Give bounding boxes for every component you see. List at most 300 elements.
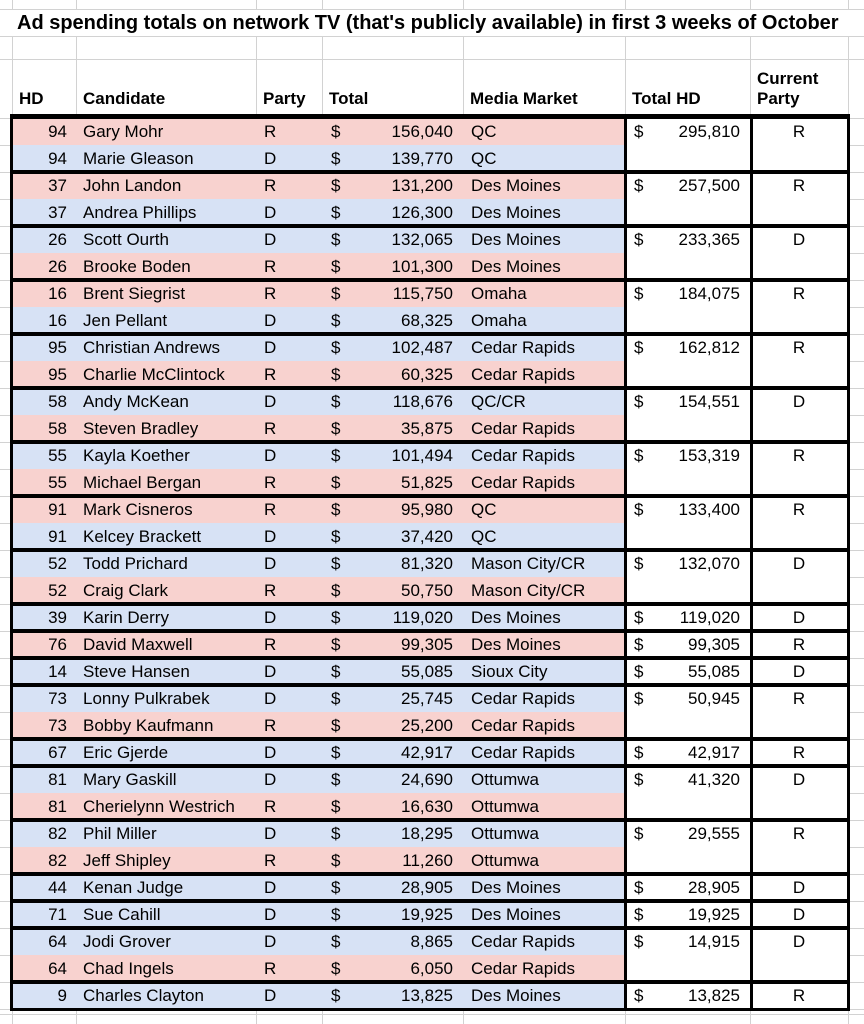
cell-total-amount: 126,300 [391,203,453,222]
cell-hd[interactable]: 91 [48,500,67,519]
currency-symbol: $ [331,905,341,924]
table-row [12,928,625,955]
table-row [12,388,625,415]
currency-symbol: $ [331,797,341,816]
cell-total-amount: 119,020 [392,608,453,627]
currency-symbol: $ [634,392,644,411]
cell-candidate[interactable]: Craig Clark [83,581,169,600]
cell-hd[interactable]: 52 [48,554,67,573]
column-header-current-party[interactable]: Current Party [757,69,819,108]
table-row [12,469,625,496]
cell-hd[interactable]: 55 [48,473,67,492]
total-hd-cell[interactable] [626,388,750,441]
cell-party[interactable]: D [264,338,277,357]
table-row [12,820,625,847]
total-hd-amount: 233,365 [678,230,740,249]
cell-hd[interactable]: 37 [48,176,67,195]
total-hd-amount: 99,305 [688,635,740,654]
cell-candidate[interactable]: Jeff Shipley [83,851,171,870]
cell-media-market[interactable]: Cedar Rapids [471,473,575,492]
current-party-value: R [792,986,806,1005]
current-party-cell[interactable] [751,118,847,171]
cell-candidate[interactable]: Mary Gaskill [83,770,177,789]
cell-hd[interactable]: 94 [48,122,67,141]
current-party-cell[interactable] [751,982,847,1008]
cell-hd[interactable]: 55 [48,446,67,465]
total-hd-cell[interactable] [626,226,750,279]
total-hd-cell[interactable] [626,280,750,333]
cell-hd[interactable]: 64 [48,959,67,978]
current-party-cell[interactable] [751,820,847,873]
column-header-party[interactable]: Party [263,89,306,108]
cell-party[interactable]: R [264,581,277,600]
cell-total-amount: 25,200 [401,716,453,735]
cell-party[interactable]: D [264,770,277,789]
cell-total[interactable] [322,901,463,928]
current-party-cell[interactable] [751,658,847,684]
cell-candidate[interactable]: Lonny Pulkrabek [83,689,210,708]
currency-symbol: $ [331,365,341,384]
cell-candidate[interactable]: Michael Bergan [83,473,202,492]
total-hd-value [626,658,750,685]
cell-candidate[interactable]: Chad Ingels [83,959,174,978]
cell-media-market[interactable]: Cedar Rapids [471,338,575,357]
cell-total[interactable] [322,226,463,253]
cell-total[interactable] [322,469,463,496]
table-row [12,874,625,901]
cell-party[interactable]: R [264,284,277,303]
cell-candidate[interactable]: Charlie McClintock [83,365,225,384]
cell-media-market[interactable]: Des Moines [471,257,561,276]
cell-media-market[interactable]: Omaha [471,284,527,303]
cell-total[interactable] [322,199,463,226]
cell-candidate[interactable]: Kelcey Brackett [83,527,202,546]
cell-total[interactable] [322,415,463,442]
cell-hd[interactable]: 76 [48,635,67,654]
cell-hd[interactable]: 58 [48,419,67,438]
cell-hd[interactable]: 16 [48,311,67,330]
cell-candidate[interactable]: Jodi Grover [83,932,171,951]
cell-media-market[interactable]: Cedar Rapids [471,743,575,762]
cell-candidate[interactable]: Andrea Phillips [83,203,197,222]
total-hd-cell[interactable] [626,901,750,927]
cell-candidate[interactable]: John Landon [83,176,182,195]
gridline [0,1009,864,1010]
total-hd-cell[interactable] [626,604,750,630]
cell-hd[interactable]: 82 [48,824,67,843]
total-hd-cell[interactable] [626,631,750,657]
total-hd-value [626,442,750,469]
total-hd-amount: 14,915 [688,932,740,951]
cell-candidate[interactable]: Sue Cahill [83,905,161,924]
cell-total[interactable] [322,874,463,901]
currency-symbol: $ [331,176,341,195]
cell-media-market[interactable]: Des Moines [471,176,561,195]
current-party-value: D [792,905,806,924]
total-hd-cell[interactable] [626,550,750,603]
cell-total[interactable] [322,847,463,874]
cell-media-market[interactable]: QC/CR [471,392,526,411]
cell-hd[interactable]: 26 [48,230,67,249]
cell-hd[interactable]: 26 [48,257,67,276]
current-party-cell[interactable] [751,739,847,765]
total-hd-cell[interactable] [626,118,750,171]
column-header-total[interactable]: Total [329,89,369,108]
currency-symbol: $ [331,851,341,870]
cell-total[interactable] [322,685,463,712]
total-hd-value [626,928,750,955]
currency-symbol: $ [331,770,341,789]
cell-party[interactable]: R [264,959,277,978]
currency-symbol: $ [331,257,341,276]
cell-total[interactable] [322,496,463,523]
currency-symbol: $ [634,824,644,843]
cell-hd[interactable]: 81 [48,770,67,789]
cell-party[interactable]: R [264,716,277,735]
total-hd-cell[interactable] [626,685,750,738]
currency-symbol: $ [331,608,341,627]
cell-media-market[interactable]: Ottumwa [471,770,540,789]
total-hd-value [626,874,750,901]
cell-candidate[interactable]: Charles Clayton [83,986,204,1005]
cell-candidate[interactable]: Phil Miller [83,824,157,843]
cell-party[interactable]: R [264,257,277,276]
gridline [848,0,849,1024]
cell-party[interactable]: D [264,608,277,627]
cell-party[interactable]: D [264,932,277,951]
total-hd-cell[interactable] [626,172,750,225]
currency-symbol: $ [331,716,341,735]
cell-total[interactable] [322,280,463,307]
current-party-cell[interactable] [751,280,847,333]
current-party-cell[interactable] [751,604,847,630]
cell-total-amount: 68,325 [401,311,453,330]
current-party-cell[interactable] [751,550,847,603]
current-party-value: R [792,689,806,708]
cell-candidate[interactable]: Eric Gjerde [83,743,169,762]
current-party-cell[interactable] [751,334,847,387]
cell-media-market[interactable]: Mason City/CR [471,554,586,573]
cell-party[interactable]: D [264,905,277,924]
cell-total[interactable] [322,334,463,361]
cell-total[interactable] [322,982,463,1009]
cell-total-amount: 51,825 [401,473,453,492]
cell-total[interactable] [322,361,463,388]
cell-party[interactable]: R [264,851,277,870]
cell-candidate[interactable]: Cherielynn Westrich [83,797,235,816]
currency-symbol: $ [331,824,341,843]
cell-party[interactable]: R [264,500,277,519]
currency-symbol: $ [331,230,341,249]
cell-total[interactable] [322,658,463,685]
current-party-cell[interactable] [751,496,847,549]
cell-hd[interactable]: 52 [48,581,67,600]
total-hd-amount: 13,825 [688,986,740,1005]
cell-candidate[interactable]: Kenan Judge [83,878,184,897]
cell-total[interactable] [322,955,463,982]
cell-party[interactable]: D [264,689,277,708]
cell-media-market[interactable]: Des Moines [471,905,561,924]
total-hd-amount: 19,925 [688,905,740,924]
cell-media-market[interactable]: Ottumwa [471,797,540,816]
total-hd-amount: 41,320 [688,770,740,789]
cell-media-market[interactable]: Cedar Rapids [471,932,575,951]
cell-total-amount: 18,295 [401,824,453,843]
cell-total[interactable] [322,631,463,658]
cell-hd[interactable]: 73 [48,716,67,735]
cell-media-market[interactable]: Des Moines [471,878,561,897]
current-party-cell[interactable] [751,901,847,927]
cell-hd[interactable]: 73 [48,689,67,708]
cell-total[interactable] [322,442,463,469]
table-row [12,712,625,739]
cell-media-market[interactable]: Cedar Rapids [471,365,575,384]
cell-party[interactable]: D [264,392,277,411]
cell-candidate[interactable]: Christian Andrews [83,338,221,357]
current-party-cell[interactable] [751,685,847,738]
cell-media-market[interactable]: QC [471,149,497,168]
currency-symbol: $ [634,230,644,249]
column-header-total-hd[interactable]: Total HD [632,89,701,108]
cell-party[interactable]: R [264,473,277,492]
cell-hd[interactable]: 14 [48,662,67,681]
cell-party[interactable]: R [264,635,277,654]
sheet-title[interactable]: Ad spending totals on network TV (that's publicly available) in first 3 weeks of October [17,12,839,34]
total-hd-amount: 154,551 [678,392,740,411]
total-hd-amount: 50,945 [688,689,740,708]
total-hd-value [626,631,750,658]
cell-media-market[interactable]: Mason City/CR [471,581,586,600]
current-party-cell[interactable] [751,172,847,225]
cell-party[interactable]: R [264,797,277,816]
cell-candidate[interactable]: Brooke Boden [83,257,191,276]
cell-total[interactable] [322,550,463,577]
total-hd-cell[interactable] [626,874,750,900]
cell-total-amount: 81,320 [401,554,453,573]
cell-media-market[interactable]: Cedar Rapids [471,716,575,735]
cell-party[interactable]: D [264,824,277,843]
total-hd-value [626,334,750,361]
cell-party[interactable]: D [264,662,277,681]
cell-candidate[interactable]: Steve Hansen [83,662,190,681]
current-party-value: R [792,635,806,654]
total-hd-cell[interactable] [626,442,750,495]
table-row [12,766,625,793]
current-party-value: R [792,446,806,465]
cell-candidate[interactable]: Scott Ourth [83,230,169,249]
cell-total-amount: 37,420 [401,527,453,546]
cell-hd[interactable]: 91 [48,527,67,546]
cell-candidate[interactable]: Todd Prichard [83,554,188,573]
cell-hd[interactable]: 67 [48,743,67,762]
cell-total-amount: 132,065 [391,230,453,249]
column-header-candidate[interactable]: Candidate [83,89,166,108]
table-row [12,739,625,766]
column-header-hd[interactable]: HD [19,89,44,108]
gridline [0,1014,864,1015]
cell-total[interactable] [322,739,463,766]
currency-symbol: $ [634,932,644,951]
currency-symbol: $ [634,770,644,789]
currency-symbol: $ [331,149,341,168]
cell-party[interactable]: D [264,554,277,573]
cell-total-amount: 25,745 [401,689,453,708]
current-party-value: D [792,554,806,573]
cell-party[interactable]: D [264,878,277,897]
cell-candidate[interactable]: Mark Cisneros [83,500,193,519]
current-party-cell[interactable] [751,766,847,819]
total-hd-cell[interactable] [626,658,750,684]
cell-party[interactable]: D [264,743,277,762]
current-party-cell[interactable] [751,226,847,279]
currency-symbol: $ [331,500,341,519]
cell-party[interactable]: R [264,419,277,438]
total-hd-amount: 257,500 [678,176,740,195]
cell-media-market[interactable]: Ottumwa [471,824,540,843]
cell-media-market[interactable]: QC [471,500,497,519]
total-hd-value [626,388,750,415]
total-hd-cell[interactable] [626,928,750,981]
total-hd-cell[interactable] [626,496,750,549]
cell-party[interactable]: R [264,365,277,384]
cell-hd[interactable]: 64 [48,932,67,951]
current-party-cell[interactable] [751,928,847,981]
cell-candidate[interactable]: Kayla Koether [83,446,190,465]
cell-candidate[interactable]: Gary Mohr [83,122,164,141]
currency-symbol: $ [331,662,341,681]
cell-party[interactable]: D [264,230,277,249]
cell-media-market[interactable]: Sioux City [471,662,548,681]
cell-hd[interactable]: 37 [48,203,67,222]
cell-party[interactable]: D [264,446,277,465]
cell-hd[interactable]: 95 [48,365,67,384]
cell-candidate[interactable]: David Maxwell [83,635,193,654]
currency-symbol: $ [634,284,644,303]
current-party-cell[interactable] [751,388,847,441]
current-party-cell[interactable] [751,874,847,900]
cell-total[interactable] [322,388,463,415]
total-hd-value [626,226,750,253]
cell-total[interactable] [322,172,463,199]
cell-hd[interactable]: 44 [48,878,67,897]
cell-total-amount: 95,980 [401,500,453,519]
cell-total[interactable] [322,307,463,334]
cell-total[interactable] [322,577,463,604]
cell-party[interactable]: D [264,986,277,1005]
cell-hd[interactable]: 71 [48,905,67,924]
cell-media-market[interactable]: Omaha [471,311,527,330]
table-row [12,901,625,928]
cell-total[interactable] [322,928,463,955]
cell-total[interactable] [322,118,463,145]
cell-media-market[interactable]: Cedar Rapids [471,689,575,708]
cell-hd[interactable]: 82 [48,851,67,870]
cell-media-market[interactable]: QC [471,527,497,546]
table-row [12,847,625,874]
cell-total-amount: 16,630 [401,797,453,816]
column-header-media-market[interactable]: Media Market [470,89,578,108]
cell-total[interactable] [322,712,463,739]
current-party-cell[interactable] [751,442,847,495]
total-hd-amount: 119,020 [679,608,740,627]
cell-total[interactable] [322,253,463,280]
cell-hd[interactable]: 39 [48,608,67,627]
cell-media-market[interactable]: Ottumwa [471,851,540,870]
currency-symbol: $ [331,689,341,708]
cell-hd[interactable]: 81 [48,797,67,816]
total-hd-value [626,118,750,145]
total-hd-amount: 153,319 [678,446,740,465]
cell-hd[interactable]: 9 [57,986,67,1005]
currency-symbol: $ [331,554,341,573]
total-hd-amount: 55,085 [688,662,740,681]
cell-hd[interactable]: 58 [48,392,67,411]
total-hd-cell[interactable] [626,820,750,873]
cell-party[interactable]: D [264,527,277,546]
cell-candidate[interactable]: Andy McKean [83,392,189,411]
cell-total[interactable] [322,145,463,172]
cell-candidate[interactable]: Jen Pellant [83,311,168,330]
currency-symbol: $ [331,932,341,951]
total-hd-cell[interactable] [626,739,750,765]
cell-party[interactable]: R [264,122,277,141]
table-row [12,982,625,1009]
cell-media-market[interactable]: Cedar Rapids [471,446,575,465]
cell-party[interactable]: D [264,149,277,168]
table-row [12,658,625,685]
cell-candidate[interactable]: Marie Gleason [83,149,194,168]
cell-media-market[interactable]: Des Moines [471,635,561,654]
cell-total[interactable] [322,820,463,847]
total-hd-cell[interactable] [626,982,750,1008]
cell-candidate[interactable]: Brent Siegrist [83,284,186,303]
cell-total[interactable] [322,766,463,793]
table-row [12,361,625,388]
current-party-value: R [792,122,806,141]
cell-media-market[interactable]: Des Moines [471,986,561,1005]
cell-party[interactable]: D [264,203,277,222]
cell-media-market[interactable]: Des Moines [471,203,561,222]
current-party-cell[interactable] [751,631,847,657]
cell-media-market[interactable]: Des Moines [471,608,561,627]
currency-symbol: $ [331,311,341,330]
cell-candidate[interactable]: Karin Derry [83,608,169,627]
cell-candidate[interactable]: Bobby Kaufmann [83,716,214,735]
cell-hd[interactable]: 94 [48,149,67,168]
cell-total-amount: 156,040 [391,122,453,141]
cell-candidate[interactable]: Steven Bradley [83,419,199,438]
cell-total-amount: 19,925 [401,905,453,924]
cell-hd[interactable]: 16 [48,284,67,303]
cell-total-amount: 101,494 [391,446,453,465]
cell-party[interactable]: R [264,176,277,195]
table-row [12,577,625,604]
total-hd-cell[interactable] [626,334,750,387]
total-hd-amount: 184,075 [678,284,740,303]
cell-media-market[interactable]: Cedar Rapids [471,959,575,978]
total-hd-cell[interactable] [626,766,750,819]
cell-total[interactable] [322,523,463,550]
cell-party[interactable]: D [264,311,277,330]
cell-total[interactable] [322,604,463,631]
cell-total[interactable] [322,793,463,820]
table-row [12,118,625,145]
cell-media-market[interactable]: QC [471,122,497,141]
cell-hd[interactable]: 95 [48,338,67,357]
currency-symbol: $ [331,338,341,357]
cell-media-market[interactable]: Des Moines [471,230,561,249]
cell-media-market[interactable]: Cedar Rapids [471,419,575,438]
